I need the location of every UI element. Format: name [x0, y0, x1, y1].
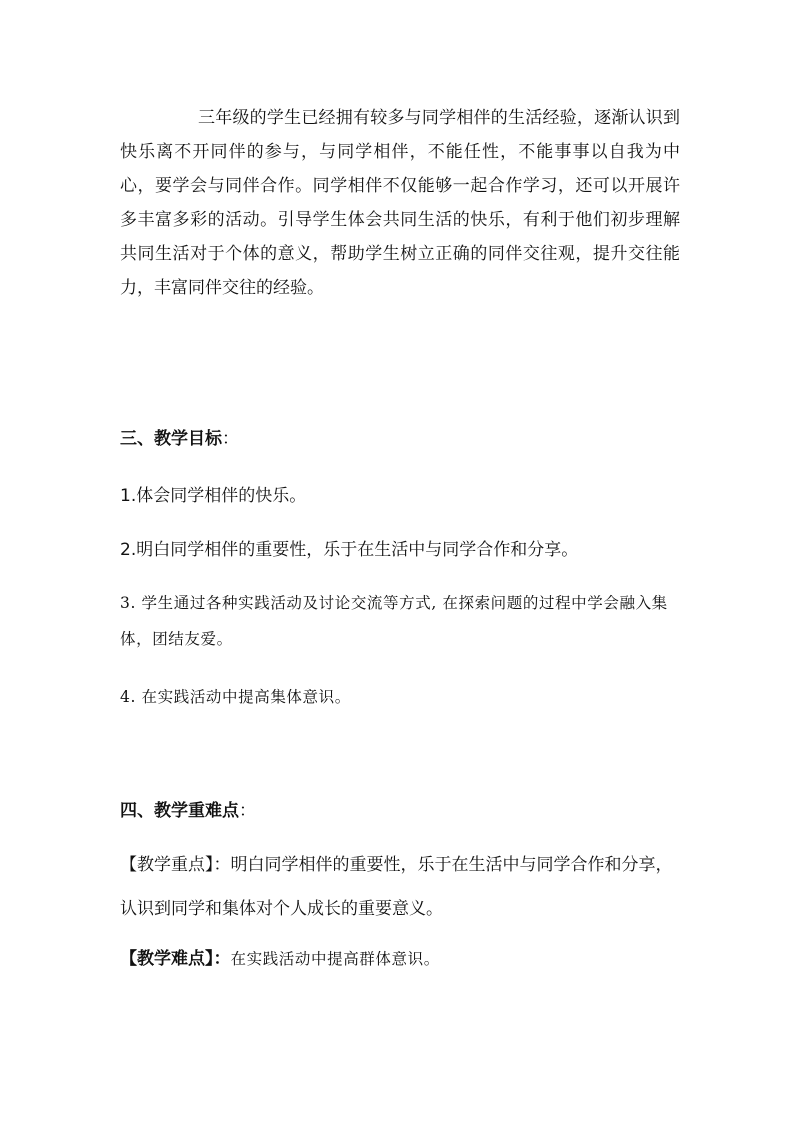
objective-item-3: 3. 学生通过各种实践活动及讨论交流等方式, 在探索问题的过程中学会融入集体，团结友爱。 [120, 594, 668, 648]
section-4-heading-line [120, 796, 256, 821]
key-point-label: 【教学重点】 [120, 855, 214, 875]
key-point-text: ：明白同学相伴的重要性，乐于在生活中与同学合作和分享，认识到同学和集体对个人成长的重要意义。 [120, 855, 673, 919]
difficult-point-line [120, 944, 440, 969]
objective-item-1: 1.体会同学相伴的快乐。 [120, 486, 307, 506]
section-4-heading-colon: ： [239, 801, 256, 821]
section-3-heading-line [120, 424, 239, 449]
objective-item-2: 2.明白同学相伴的重要性，乐于在生活中与同学合作和分享。 [120, 540, 579, 560]
section-3-heading-colon: ： [222, 429, 239, 449]
intro-paragraph: 三年级的学生已经拥有较多与同学相伴的生活经验，逐渐认识到快乐离不开同伴的参与，与同学相伴，不能任性，不能事事以自我为中心，要学会与同伴合作。同学相伴不仅能够一起合作学习，还可以开展许多丰富多彩的活动。引导学生体会共同生活的快乐，有利于他们初步理解共同生活对于个体的意义，帮助学生树立正确的同伴交往观，提升交往能力，丰富同伴交往的经验。 [120, 108, 680, 298]
section-4-heading: 四、教学重难点 [120, 801, 239, 821]
key-point-paragraph [120, 843, 680, 931]
difficult-point-colon: ： [213, 949, 231, 969]
difficult-point-text: 在实践活动中提高群体意识。 [230, 950, 440, 968]
difficult-point-label: 【教学难点】 [120, 949, 214, 969]
section-3-heading: 三、教学目标 [120, 429, 222, 449]
objective-item-4: 4. 在实践活动中提高集体意识。 [120, 688, 351, 706]
